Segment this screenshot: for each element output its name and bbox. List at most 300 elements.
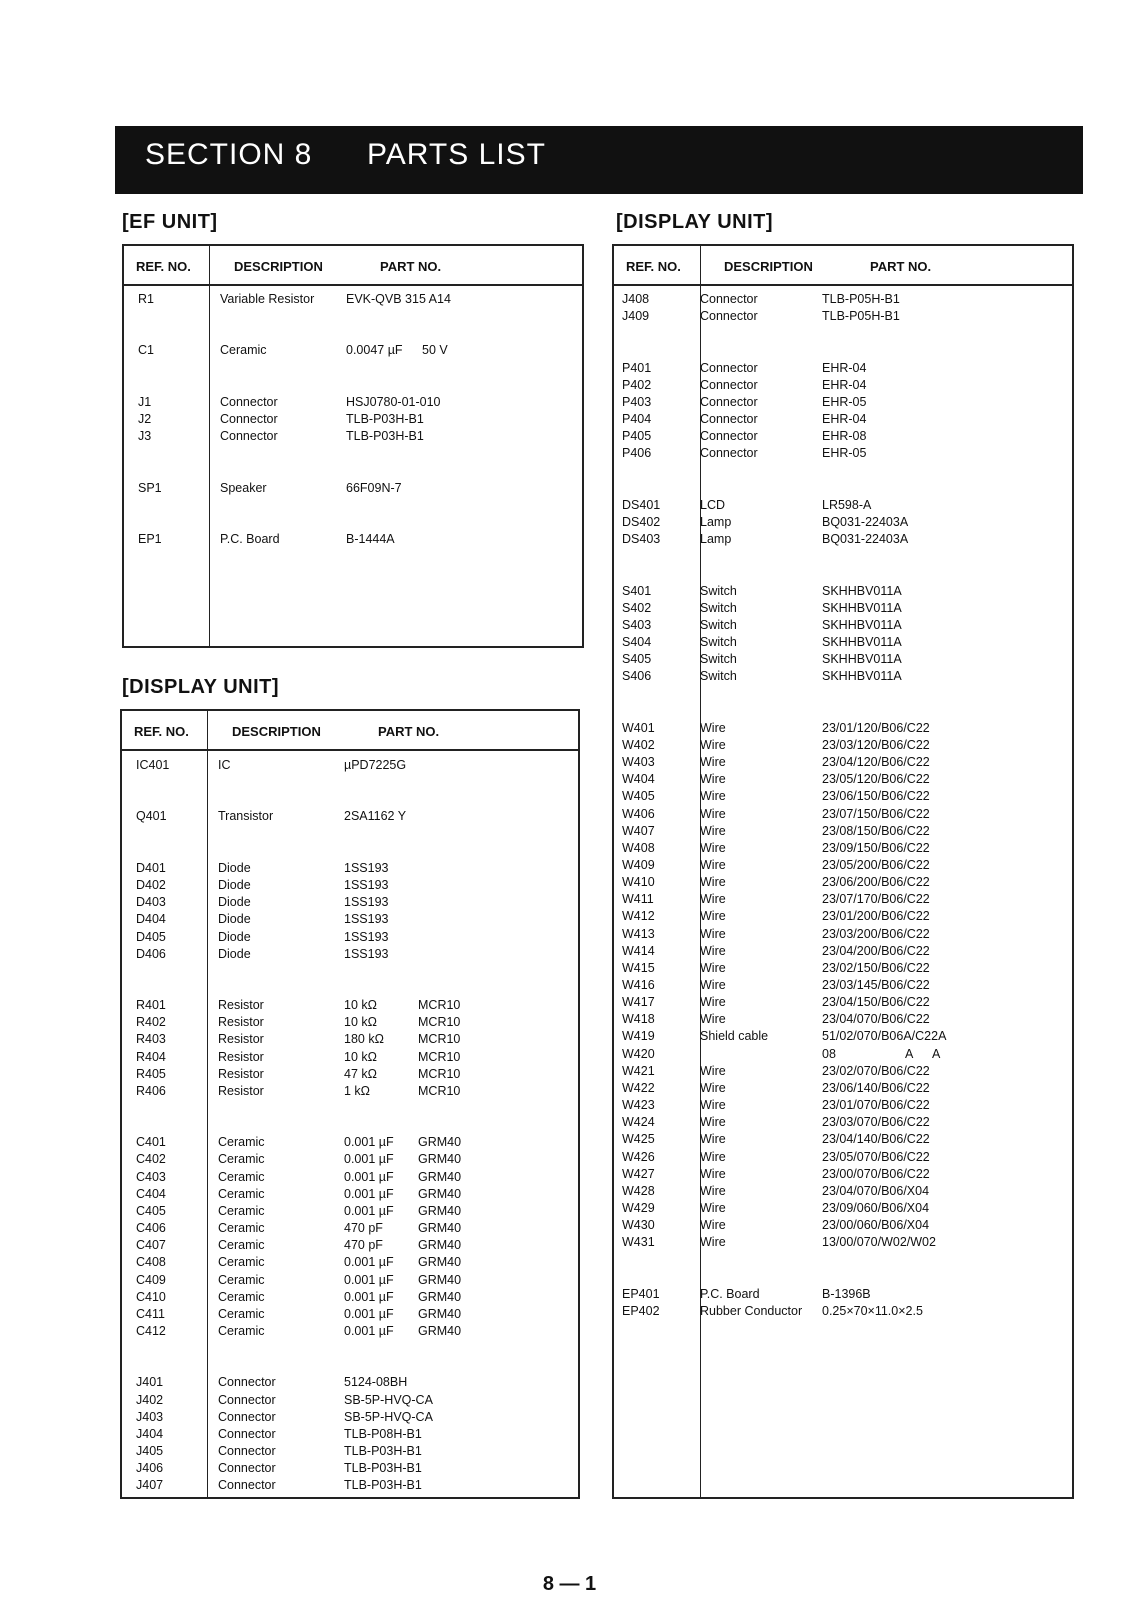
- ref-no-cell: W423: [622, 1098, 655, 1113]
- table-row: [614, 1063, 1072, 1080]
- ref-no-cell: C406: [136, 1221, 166, 1236]
- ref-no-cell: W420: [622, 1046, 655, 1061]
- ref-no-cell: R404: [136, 1049, 166, 1064]
- ref-no-cell: D405: [136, 929, 166, 944]
- description-cell: Wire: [700, 1200, 726, 1215]
- ref-no-cell: W421: [622, 1063, 655, 1078]
- table-row: [614, 1011, 1072, 1028]
- table-row: [122, 929, 578, 946]
- ref-no-cell: W422: [622, 1080, 655, 1095]
- ref-no-cell: Q401: [136, 809, 167, 824]
- ref-no-cell: P405: [622, 429, 652, 444]
- table-row: [614, 1183, 1072, 1200]
- part-no-cell: 23/02/070/B06/C22: [822, 1063, 930, 1078]
- part-no-cell: 47 kΩ: [344, 1066, 377, 1081]
- table-row: [614, 1200, 1072, 1217]
- table-row: [122, 1426, 578, 1443]
- ref-no-cell: EP401: [622, 1286, 660, 1301]
- description-cell: Connector: [700, 412, 758, 427]
- part-no-cell: 0.001 µF: [344, 1186, 394, 1201]
- table-row: [614, 634, 1072, 651]
- table-row: [614, 994, 1072, 1011]
- ref-no-cell: W411: [622, 892, 654, 907]
- description-cell: Wire: [700, 1149, 726, 1164]
- description-cell: Wire: [700, 1166, 726, 1181]
- description-cell: Wire: [700, 857, 726, 872]
- part-no-cell: 0.001 µF: [344, 1169, 394, 1184]
- ref-no-cell: W431: [622, 1235, 655, 1250]
- part-no-cell: SKHHBV011A: [822, 583, 902, 598]
- ref-header: REF. NO.: [626, 259, 681, 274]
- description-cell: Diode: [218, 860, 251, 875]
- description-cell: Ceramic: [218, 1186, 265, 1201]
- table-row: [614, 1234, 1072, 1251]
- table-row: [614, 1114, 1072, 1131]
- part-no-cell: µPD7225G: [344, 758, 407, 772]
- part-no-cell: 1SS193: [344, 895, 389, 910]
- description-cell: Wire: [700, 1235, 726, 1250]
- description-cell: Wire: [700, 1218, 726, 1233]
- description-cell: Variable Resistor: [220, 292, 315, 306]
- ref-no-cell: P401: [622, 360, 652, 375]
- part-spec-cell: GRM40: [418, 1152, 462, 1167]
- table-row: [122, 1409, 578, 1426]
- ref-no-cell: DS401: [622, 497, 661, 512]
- description-cell: Wire: [700, 875, 726, 890]
- table-row: [614, 1166, 1072, 1183]
- description-cell: Switch: [700, 669, 737, 684]
- table-row: [614, 1217, 1072, 1234]
- part-no-cell: EHR-04: [822, 377, 867, 392]
- table-row: [614, 1286, 1072, 1303]
- part-no-cell: 23/00/060/B06/X04: [822, 1218, 930, 1233]
- ref-no-cell: W409: [622, 857, 655, 872]
- part-spec-cell: MCR10: [418, 1032, 461, 1047]
- ref-no-cell: C402: [136, 1152, 166, 1167]
- table-row: [124, 342, 582, 359]
- part-no-cell: 23/07/150/B06/C22: [822, 806, 930, 821]
- part-no-cell: 0.001 µF: [344, 1135, 394, 1150]
- part-no-cell: TLB-P03H-B1: [344, 1461, 422, 1476]
- description-cell: Wire: [700, 1183, 726, 1198]
- part-no-cell: 23/03/145/B06/C22: [822, 978, 930, 992]
- table-row: [614, 788, 1072, 805]
- description-cell: Resistor: [218, 1083, 264, 1098]
- description-cell: Connector: [700, 309, 758, 324]
- ref-no-cell: C405: [136, 1203, 166, 1218]
- ref-no-cell: W418: [622, 1012, 655, 1027]
- part-no-cell: TLB-P03H-B1: [344, 1444, 422, 1458]
- table-row: [614, 977, 1072, 994]
- description-header: DESCRIPTION: [232, 724, 321, 739]
- part-no-cell: TLB-P05H-B1: [822, 292, 900, 306]
- part-no-cell: 23/01/120/B06/C22: [822, 720, 930, 735]
- ref-header: REF. NO.: [134, 724, 189, 739]
- ref-no-cell: R1: [138, 292, 154, 306]
- part-no-cell: SB-5P-HVQ-CA: [344, 1409, 433, 1424]
- part-no-cell: 23/00/070/B06/C22: [822, 1166, 930, 1181]
- table-row: [614, 1303, 1072, 1320]
- ref-header: REF. NO.: [136, 259, 191, 274]
- description-cell: Lamp: [700, 532, 732, 547]
- table-row: [614, 771, 1072, 788]
- description-cell: Wire: [700, 1012, 726, 1027]
- ref-no-cell: S403: [622, 617, 652, 632]
- table-row: [614, 1097, 1072, 1114]
- ref-no-cell: C408: [136, 1255, 166, 1270]
- part-no-cell: 470 pF: [344, 1221, 383, 1236]
- table-row: [614, 445, 1072, 462]
- description-cell: Wire: [700, 823, 726, 838]
- part-spec-cell: GRM40: [418, 1203, 462, 1218]
- table-row: [614, 1028, 1072, 1045]
- part-no-cell: 0.001 µF: [344, 1306, 394, 1321]
- description-cell: Switch: [700, 583, 737, 598]
- part-no-cell: 1SS193: [344, 878, 389, 893]
- part-no-cell: 23/09/150/B06/C22: [822, 840, 930, 855]
- description-cell: Ceramic: [220, 343, 267, 358]
- part-no-cell: 23/02/150/B06/C22: [822, 960, 930, 975]
- table-row: [122, 894, 578, 911]
- description-cell: Resistor: [218, 1032, 264, 1047]
- part-no-cell: 23/04/140/B06/C22: [822, 1132, 930, 1147]
- ref-no-cell: W403: [622, 755, 655, 770]
- table-row: [122, 1289, 578, 1306]
- description-cell: Connector: [218, 1444, 276, 1458]
- description-cell: Wire: [700, 789, 726, 804]
- part-no-cell: 23/04/070/B06/C22: [822, 1012, 930, 1027]
- part-no-cell: 5124-08BH: [344, 1375, 408, 1390]
- part-no-cell: 23/04/070/B06/X04: [822, 1183, 930, 1198]
- ref-no-cell: EP1: [138, 532, 162, 547]
- part-no-cell: SKHHBV011A: [822, 669, 902, 684]
- table-row: [122, 1374, 578, 1391]
- ref-no-cell: J1: [138, 394, 152, 409]
- part-spec-cell: GRM40: [418, 1306, 462, 1321]
- description-cell: Speaker: [220, 480, 267, 495]
- description-cell: Connector: [220, 412, 278, 427]
- description-cell: Connector: [220, 429, 278, 444]
- description-cell: Switch: [700, 635, 737, 649]
- ref-no-cell: W430: [622, 1218, 655, 1233]
- description-cell: P.C. Board: [700, 1286, 760, 1301]
- part-no-cell: SKHHBV011A: [822, 652, 902, 667]
- part-spec-cell: GRM40: [418, 1289, 462, 1304]
- part-no-cell: EHR-04: [822, 360, 867, 375]
- description-cell: Wire: [700, 772, 726, 787]
- part-no-cell: 23/03/200/B06/C22: [822, 926, 930, 941]
- ref-no-cell: DS403: [622, 532, 661, 547]
- ref-no-cell: W416: [622, 978, 655, 992]
- part-no-cell: 0.001 µF: [344, 1203, 394, 1218]
- table-row: [614, 428, 1072, 445]
- table-row: [122, 1460, 578, 1477]
- table-row: [614, 891, 1072, 908]
- ref-no-cell: C403: [136, 1169, 166, 1184]
- table-row: [122, 1151, 578, 1168]
- ref-no-cell: W412: [622, 909, 655, 924]
- table-row: [614, 943, 1072, 960]
- ref-no-cell: IC401: [136, 758, 170, 772]
- part-no-cell: 51/02/070/B06A/C22A: [822, 1029, 947, 1044]
- ref-no-cell: S405: [622, 652, 652, 667]
- description-cell: Ceramic: [218, 1152, 265, 1167]
- ref-no-cell: W427: [622, 1166, 655, 1181]
- description-cell: Ceramic: [218, 1203, 265, 1218]
- part-no-cell: 23/03/070/B06/C22: [822, 1115, 930, 1130]
- description-cell: Diode: [218, 929, 251, 944]
- part-spec-cell: GRM40: [418, 1255, 462, 1270]
- table-row: [122, 1186, 578, 1203]
- ref-no-cell: J408: [622, 292, 650, 306]
- description-cell: Wire: [700, 737, 726, 752]
- table-row: [614, 411, 1072, 428]
- description-cell: Wire: [700, 806, 726, 821]
- ref-no-cell: P403: [622, 394, 652, 409]
- description-cell: IC: [218, 758, 231, 772]
- display-unit-table-right: [612, 244, 1074, 1499]
- part-no-cell: 0.001 µF: [344, 1152, 394, 1167]
- part-no-cell: 23/05/120/B06/C22: [822, 772, 930, 787]
- ref-no-cell: C410: [136, 1289, 166, 1304]
- part-no-cell: 23/08/150/B06/C22: [822, 823, 930, 838]
- part-spec-cell: GRM40: [418, 1135, 462, 1150]
- ref-no-cell: P406: [622, 446, 652, 461]
- description-cell: Connector: [700, 360, 758, 375]
- table-row: [614, 377, 1072, 394]
- part-spec-cell: GRM40: [418, 1238, 462, 1253]
- table-row: [122, 911, 578, 928]
- table-row: [124, 428, 582, 445]
- description-cell: Wire: [700, 960, 726, 975]
- table-row: [614, 720, 1072, 737]
- part-no-cell: 0.001 µF: [344, 1323, 394, 1338]
- table-row: [614, 737, 1072, 754]
- description-header: DESCRIPTION: [234, 259, 323, 274]
- description-cell: Diode: [218, 912, 251, 927]
- part-spec-cell: GRM40: [418, 1186, 462, 1201]
- description-cell: Connector: [700, 377, 758, 392]
- ref-no-cell: EP402: [622, 1303, 660, 1318]
- description-cell: Ceramic: [218, 1135, 265, 1150]
- part-no-cell: BQ031-22403A: [822, 514, 909, 529]
- part-spec-cell: 50 V: [422, 343, 448, 358]
- description-cell: Wire: [700, 840, 726, 855]
- ref-no-cell: W404: [622, 772, 655, 787]
- description-cell: Connector: [700, 394, 758, 409]
- ref-no-cell: R401: [136, 998, 166, 1013]
- part-no-cell: TLB-P05H-B1: [822, 309, 900, 324]
- part-no-cell: 08: [822, 1046, 836, 1061]
- part-no-cell: EVK-QVB 315 A14: [346, 292, 451, 306]
- part-no-cell: 0.0047 µF: [346, 343, 403, 358]
- table-row: [122, 877, 578, 894]
- description-cell: Connector: [700, 429, 758, 444]
- part-no-cell: HSJ0780-01-010: [346, 394, 441, 409]
- part-no-cell: 23/07/170/B06/C22: [822, 892, 930, 907]
- part-no-cell: 2SA1162 Y: [344, 809, 407, 824]
- table-row: [122, 1254, 578, 1271]
- part-no-cell: 23/01/200/B06/C22: [822, 909, 930, 924]
- table-row: [614, 1131, 1072, 1148]
- ref-no-cell: J406: [136, 1461, 164, 1476]
- ref-no-cell: W429: [622, 1200, 655, 1215]
- ref-no-cell: R403: [136, 1032, 166, 1047]
- description-cell: Switch: [700, 652, 737, 667]
- table-row: [614, 926, 1072, 943]
- ref-no-cell: C407: [136, 1238, 166, 1253]
- part-no-cell: BQ031-22403A: [822, 532, 909, 547]
- description-cell: Ceramic: [218, 1255, 265, 1270]
- ref-no-cell: C412: [136, 1323, 166, 1338]
- table-row: [614, 308, 1072, 325]
- ref-no-cell: R405: [136, 1066, 166, 1081]
- part-no-cell: 0.001 µF: [344, 1289, 394, 1304]
- part-header: PART NO.: [378, 724, 440, 739]
- description-cell: Diode: [218, 878, 251, 893]
- description-cell: Ceramic: [218, 1323, 265, 1338]
- table-row: [124, 531, 582, 548]
- part-no-cell: 66F09N-7: [346, 480, 402, 495]
- ref-no-cell: C1: [138, 343, 154, 358]
- display-unit-title-right: [DISPLAY UNIT]: [616, 211, 774, 233]
- description-cell: Connector: [218, 1392, 276, 1407]
- table-row: [614, 754, 1072, 771]
- ref-no-cell: W428: [622, 1183, 655, 1198]
- table-row: [614, 617, 1072, 634]
- ref-no-cell: J403: [136, 1409, 164, 1424]
- table-row: [122, 1237, 578, 1254]
- part-no-cell: SKHHBV011A: [822, 617, 902, 632]
- description-cell: Wire: [700, 1063, 726, 1078]
- table-row: [124, 480, 582, 497]
- part-no-cell: 23/06/150/B06/C22: [822, 789, 930, 804]
- description-cell: Diode: [218, 946, 251, 961]
- part-spec-cell: GRM40: [418, 1221, 462, 1236]
- part-no-cell: 470 pF: [344, 1238, 383, 1253]
- description-cell: Wire: [700, 978, 726, 992]
- part-spec-cell: MCR10: [418, 1066, 461, 1081]
- table-row: [122, 1203, 578, 1220]
- ref-no-cell: D404: [136, 912, 166, 927]
- part-no-cell: 13/00/070/W02/W02: [822, 1235, 936, 1250]
- ref-no-cell: W405: [622, 789, 655, 804]
- table-header: [614, 246, 1072, 286]
- description-cell: Resistor: [218, 1049, 264, 1064]
- table-row: [614, 960, 1072, 977]
- ref-no-cell: J3: [138, 429, 152, 444]
- description-cell: Wire: [700, 755, 726, 770]
- ref-no-cell: W426: [622, 1149, 655, 1164]
- ref-no-cell: W424: [622, 1115, 655, 1130]
- table-row: [122, 997, 578, 1014]
- description-cell: Lamp: [700, 514, 732, 529]
- ref-no-cell: J401: [136, 1375, 164, 1390]
- table-row: [614, 1149, 1072, 1166]
- table-row: [122, 1031, 578, 1048]
- ref-no-cell: W413: [622, 926, 655, 941]
- part-no-cell: SB-5P-HVQ-CA: [344, 1392, 433, 1407]
- table-header: [122, 711, 578, 751]
- table-row: [614, 497, 1072, 514]
- table-row: [122, 1066, 578, 1083]
- description-cell: Ceramic: [218, 1289, 265, 1304]
- table-row: [122, 1392, 578, 1409]
- part-no-cell: 23/04/150/B06/C22: [822, 995, 930, 1010]
- table-row: [122, 1220, 578, 1237]
- ref-no-cell: W407: [622, 823, 655, 838]
- description-cell: Wire: [700, 1115, 726, 1130]
- part-no-cell: 10 kΩ: [344, 1015, 377, 1030]
- ref-no-cell: W415: [622, 960, 655, 975]
- ref-no-cell: D402: [136, 878, 166, 893]
- ref-no-cell: W417: [622, 995, 655, 1010]
- ref-no-cell: J409: [622, 309, 650, 324]
- ref-no-cell: W425: [622, 1132, 655, 1147]
- part-no-cell: 1SS193: [344, 912, 389, 927]
- table-row: [122, 860, 578, 877]
- table-row: [122, 1014, 578, 1031]
- part-spec-cell: A: [932, 1046, 941, 1061]
- description-cell: Ceramic: [218, 1238, 265, 1253]
- part-no-cell: 0.001 µF: [344, 1255, 394, 1270]
- table-row: [614, 360, 1072, 377]
- part-no-cell: 23/06/200/B06/C22: [822, 875, 930, 890]
- part-no-cell: 23/03/120/B06/C22: [822, 737, 930, 752]
- table-row: [122, 1083, 578, 1100]
- table-row: [122, 1323, 578, 1340]
- description-cell: Wire: [700, 995, 726, 1010]
- ref-no-cell: W410: [622, 875, 655, 890]
- page-number: 8 — 1: [542, 1573, 597, 1595]
- description-cell: Diode: [218, 895, 251, 910]
- description-cell: Wire: [700, 926, 726, 941]
- ref-no-cell: S401: [622, 583, 652, 598]
- ref-no-cell: DS402: [622, 514, 661, 529]
- ref-no-cell: W419: [622, 1029, 655, 1044]
- part-spec-cell: MCR10: [418, 998, 461, 1013]
- part-no-cell: EHR-08: [822, 429, 867, 444]
- table-row: [122, 757, 578, 774]
- description-cell: Transistor: [218, 809, 274, 824]
- display-unit-table-left: [120, 709, 580, 1499]
- table-row: [122, 808, 578, 825]
- ref-no-cell: J404: [136, 1426, 164, 1441]
- table-row: [614, 908, 1072, 925]
- description-cell: Connector: [218, 1375, 276, 1390]
- ref-no-cell: R406: [136, 1083, 166, 1098]
- section-number: SECTION 8: [145, 138, 313, 171]
- ref-no-cell: P402: [622, 377, 652, 392]
- description-cell: Resistor: [218, 1015, 264, 1030]
- description-cell: Switch: [700, 600, 737, 615]
- description-cell: Shield cable: [700, 1029, 769, 1044]
- part-spec-cell: A: [905, 1046, 914, 1061]
- table-header: [124, 246, 582, 286]
- description-cell: Ceramic: [218, 1272, 265, 1287]
- ref-no-cell: S406: [622, 669, 652, 684]
- table-row: [122, 1306, 578, 1323]
- table-row: [122, 1443, 578, 1460]
- description-cell: Wire: [700, 1080, 726, 1095]
- description-cell: Ceramic: [218, 1169, 265, 1184]
- part-no-cell: 23/04/200/B06/C22: [822, 943, 930, 958]
- part-header: PART NO.: [870, 259, 932, 274]
- part-no-cell: 0.25×70×11.0×2.5: [822, 1303, 923, 1318]
- ref-no-cell: D401: [136, 860, 166, 875]
- table-row: [614, 1080, 1072, 1097]
- part-no-cell: 1SS193: [344, 860, 389, 875]
